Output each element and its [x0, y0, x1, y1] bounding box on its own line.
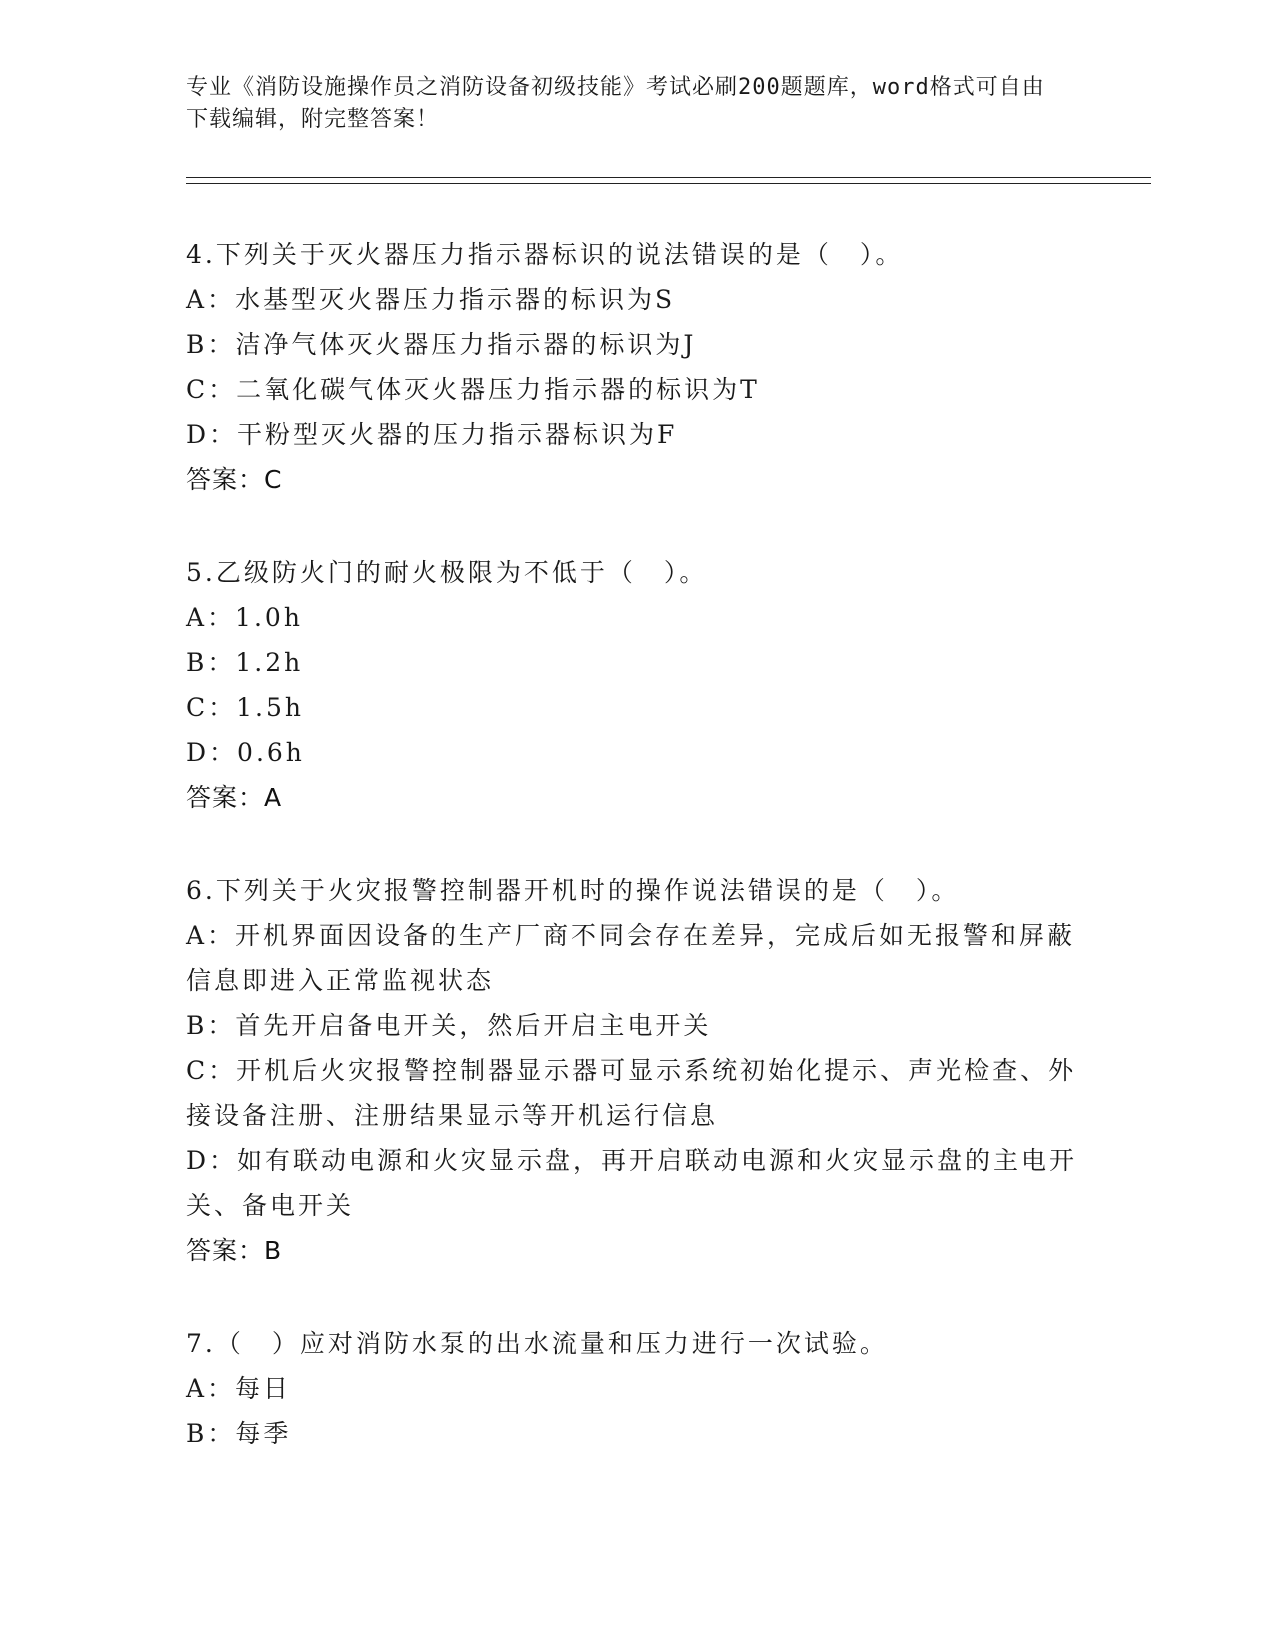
option-d: D：干粉型灭火器的压力指示器标识为F — [186, 420, 678, 449]
option-c: C：二氧化碳气体灭火器压力指示器的标识为T — [186, 375, 760, 404]
option-d: D：0.6h — [186, 738, 305, 767]
answer-label: 答案：B — [186, 1236, 283, 1265]
answer-label: 答案：C — [186, 465, 283, 494]
question-7 — [186, 1321, 1086, 1456]
answer-label: 答案：A — [186, 783, 283, 812]
header-rule-top — [186, 177, 1151, 178]
option-b: B：首先开启备电开关，然后开启主电开关 — [186, 1011, 712, 1040]
question-5 — [186, 550, 1086, 820]
question-6 — [186, 868, 1086, 1273]
question-stem: 7.（ ）应对消防水泵的出水流量和压力进行一次试验。 — [186, 1329, 888, 1358]
option-a: A：水基型灭火器压力指示器的标识为S — [186, 285, 676, 314]
option-a: A：1.0h — [186, 603, 303, 632]
question-stem: 5.乙级防火门的耐火极限为不低于（ ）。 — [186, 558, 708, 587]
question-list — [186, 232, 1086, 1504]
question-stem: 4.下列关于灭火器压力指示器标识的说法错误的是（ ）。 — [186, 240, 904, 269]
question-stem: 6.下列关于火灾报警控制器开机时的操作说法错误的是（ ）。 — [186, 876, 960, 905]
option-d: D：如有联动电源和火灾显示盘，再开启联动电源和火灾显示盘的主电开关、备电开关 — [186, 1146, 1078, 1220]
header-rule-bottom — [186, 183, 1151, 184]
option-b: B：1.2h — [186, 648, 304, 677]
option-b: B：每季 — [186, 1419, 292, 1448]
option-a: A：每日 — [186, 1374, 292, 1403]
question-4 — [186, 232, 1086, 502]
document-header: 专业《消防设施操作员之消防设备初级技能》考试必刷200题题库，word格式可自由下载编辑，附完整答案！ — [186, 75, 1045, 132]
option-c: C：1.5h — [186, 693, 304, 722]
option-c: C：开机后火灾报警控制器显示器可显示系统初始化提示、声光检查、外接设备注册、注册结果显示等开机运行信息 — [186, 1056, 1077, 1130]
option-b: B：洁净气体灭火器压力指示器的标识为J — [186, 330, 697, 359]
option-a: A：开机界面因设备的生产厂商不同会存在差异，完成后如无报警和屏蔽信息即进入正常监视状态 — [186, 921, 1076, 995]
